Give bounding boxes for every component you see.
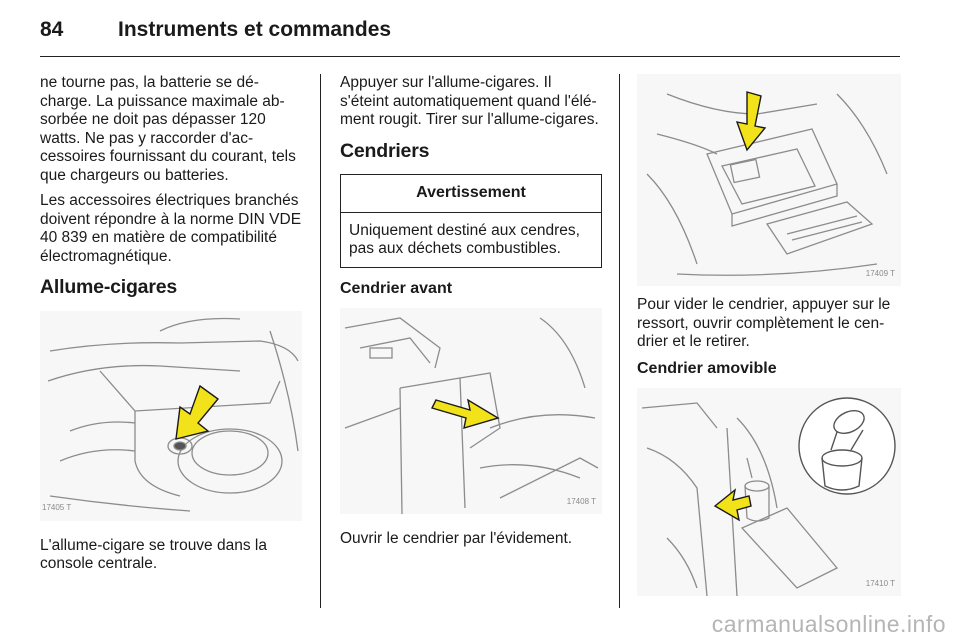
figure-ashtray-open <box>637 74 901 286</box>
page-header <box>40 18 391 48</box>
paragraph: Les accessoires électriques branchés doivent répondre à la norme DIN VDE 40 839 en matière de compatibilité électromagnétique. <box>40 192 302 265</box>
figure-code: 17408 T <box>566 496 596 506</box>
figure-caption: Ouvrir le cendrier par l'évidement. <box>340 530 573 547</box>
subheading-removable-ashtray: Cendrier amovible <box>637 359 777 377</box>
warning-text: Uniquement destiné aux cendres, pas aux déchets combustibles. <box>349 221 580 257</box>
header-rule <box>40 56 900 57</box>
warning-title: Avertissement <box>341 175 601 213</box>
column-2 <box>340 74 602 556</box>
console-illustration <box>40 311 302 521</box>
column-1 <box>40 74 302 581</box>
figure-code: 17410 T <box>865 578 895 588</box>
column-divider <box>619 74 620 608</box>
section-heading-cigarette-lighter: Allume-cigares <box>40 276 178 298</box>
figure-code: 17405 T <box>42 503 72 512</box>
yellow-arrow-icon <box>432 400 498 428</box>
column-divider <box>320 74 321 608</box>
paragraph: Pour vider le cendrier, appuyer sur le ressort, ouvrir complètement le cendrier et le retirer. <box>637 296 891 350</box>
page-number: 84 <box>40 18 64 41</box>
front-ashtray-illustration <box>340 308 602 514</box>
ashtray-open-illustration <box>637 74 901 286</box>
paragraph: ne tourne pas, la batterie se décharge. La puissance maximale absorbée ne doit pas dépasser 120 watts. Ne pas y raccorder d'accessoires fournissant du courant, tels que chargeurs ou batteries. <box>40 74 296 184</box>
warning-box <box>340 174 602 268</box>
column-3 <box>637 74 901 596</box>
figure-code: 17409 T <box>865 268 895 278</box>
figure-removable-ashtray <box>637 388 901 596</box>
figure-cigarette-lighter <box>40 311 302 521</box>
figure-front-ashtray <box>340 308 602 514</box>
subheading-front-ashtray: Cendrier avant <box>340 279 453 297</box>
section-heading-ashtrays: Cendriers <box>340 139 430 162</box>
magnified-ashtray <box>799 398 895 494</box>
watermark: carmanualsonline.info <box>711 611 946 637</box>
figure-caption: L'allume-cigare se trouve dans la console centrale. <box>40 536 267 572</box>
removable-ashtray-illustration <box>637 388 901 596</box>
paragraph: Appuyer sur l'allume-cigares. Il s'éteint automatiquement quand l'élément rougit. Tirer sur l'allume-cigares. <box>340 74 599 128</box>
chapter-title: Instruments et commandes <box>118 18 392 41</box>
